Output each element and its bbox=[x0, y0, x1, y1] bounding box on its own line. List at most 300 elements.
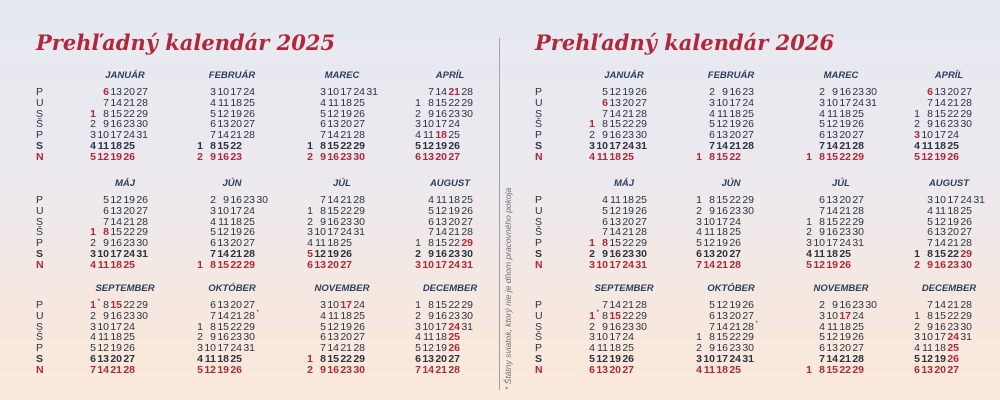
weekday-label: P bbox=[535, 194, 543, 206]
calendar-day: 5 bbox=[103, 194, 109, 206]
calendar-day: 21 bbox=[230, 248, 242, 260]
calendar-day: 12 bbox=[934, 215, 946, 228]
calendar-day: 18 bbox=[934, 342, 946, 355]
calendar-day: 30 bbox=[353, 150, 365, 163]
month-name: APRÍL bbox=[934, 70, 964, 81]
calendar-day: 31 bbox=[852, 237, 864, 250]
calendar-day: 9 bbox=[832, 299, 838, 311]
calendar-day: 10 bbox=[97, 248, 109, 260]
calendar-day: 13 bbox=[217, 118, 229, 131]
calendar-day: 29 bbox=[136, 107, 148, 120]
calendar-day: 21 bbox=[340, 194, 352, 206]
calendar-day: 28 bbox=[243, 129, 255, 142]
calendar-day: 14 bbox=[435, 86, 447, 98]
calendar-day: 5 bbox=[819, 118, 825, 131]
calendar-day: 20 bbox=[123, 204, 135, 217]
calendar-day: 20 bbox=[622, 96, 634, 109]
calendar-day: 26 bbox=[353, 320, 365, 333]
calendar-day: 14 bbox=[609, 226, 621, 239]
calendar-day: 9 bbox=[320, 363, 326, 376]
calendar-day: 6 bbox=[927, 226, 933, 239]
calendar-day: 2 bbox=[914, 320, 920, 333]
calendar-day: 13 bbox=[826, 129, 838, 142]
calendar-day: 28 * bbox=[742, 320, 758, 333]
calendar-day: 17 bbox=[327, 226, 339, 239]
calendar-day: 19 bbox=[435, 140, 447, 152]
calendar-day: 25 bbox=[123, 331, 135, 344]
weekday-label: Š bbox=[36, 331, 44, 344]
calendar-day: 21 bbox=[340, 342, 352, 355]
calendar-day: 3 bbox=[589, 140, 595, 152]
weekday-label: U bbox=[36, 96, 44, 109]
calendar-day: 25 bbox=[353, 96, 365, 109]
calendar-day: 28 bbox=[243, 248, 255, 260]
calendar-day: 16 bbox=[217, 150, 229, 163]
calendar-day: 26 bbox=[448, 342, 460, 355]
calendar-day: 14 bbox=[435, 226, 447, 239]
calendar-day: 29 bbox=[852, 363, 864, 376]
calendar-day: 14 bbox=[217, 248, 229, 260]
calendar-day: 5 bbox=[90, 150, 96, 163]
calendar-day: 22 bbox=[947, 107, 959, 120]
calendar-day: 21 bbox=[230, 129, 242, 142]
calendar-day: 17 bbox=[217, 342, 229, 355]
calendar-day: 31 bbox=[635, 140, 647, 152]
month-name: JÚL bbox=[333, 178, 351, 189]
calendar-day: 7 bbox=[709, 320, 715, 333]
calendar-day: 31 bbox=[353, 226, 365, 239]
calendar-day: 12 bbox=[826, 118, 838, 131]
calendar-day: 2 bbox=[307, 363, 313, 376]
calendar-day: 6 bbox=[320, 331, 326, 344]
calendar-day: 7 bbox=[103, 215, 109, 228]
calendar-day: 16 bbox=[839, 299, 851, 311]
calendar-day: 9 bbox=[709, 204, 715, 217]
calendar-day: 11 bbox=[703, 363, 715, 376]
calendar-day: 8 bbox=[210, 320, 216, 333]
calendar-day: 3 bbox=[90, 248, 96, 260]
calendar-day: 16 bbox=[609, 129, 621, 142]
calendar-day: 14 bbox=[609, 107, 621, 120]
calendar-day: 27 bbox=[136, 86, 148, 98]
calendar-day: 24 bbox=[622, 258, 634, 271]
calendar-day: 16 bbox=[110, 118, 122, 131]
calendar-day: 26 bbox=[742, 299, 754, 311]
calendar-day: 22 bbox=[123, 299, 135, 311]
calendar-day: 24 bbox=[622, 140, 634, 152]
calendar-day: 24 bbox=[123, 320, 135, 333]
calendar-day: 3 bbox=[90, 320, 96, 333]
calendar-day: 14 bbox=[327, 129, 339, 142]
weekday-label: S bbox=[36, 248, 44, 260]
calendar-day: 12 bbox=[422, 140, 434, 152]
calendar-day: 14 bbox=[217, 309, 229, 322]
weekday-label: N bbox=[535, 258, 543, 271]
calendar-day: 10 bbox=[314, 226, 326, 239]
calendar-day: 19 bbox=[716, 237, 728, 250]
calendar-day: 25 bbox=[230, 353, 242, 365]
calendar-day: 14 bbox=[716, 320, 728, 333]
calendar-day: 11 bbox=[204, 353, 216, 365]
calendar-day: 2 bbox=[415, 309, 421, 322]
calendar-day: 24 bbox=[353, 86, 365, 98]
calendar-day: 13 bbox=[217, 237, 229, 250]
calendar-day: 25 bbox=[852, 107, 864, 120]
calendar-day: 18 bbox=[729, 107, 741, 120]
calendar-day: 25 bbox=[243, 215, 255, 228]
calendar-day: 15 bbox=[826, 215, 838, 228]
calendar-day: 5 bbox=[927, 215, 933, 228]
calendar-day: 18 bbox=[435, 331, 447, 344]
calendar-day: 9 bbox=[602, 320, 608, 333]
calendar-day: 14 bbox=[934, 299, 946, 311]
month-name: AUGUST bbox=[429, 178, 471, 189]
calendar-day: 14 bbox=[934, 237, 946, 250]
calendar-day: 19 bbox=[110, 150, 122, 163]
calendar-day: 20 bbox=[729, 129, 741, 142]
calendar-day: 31 bbox=[973, 194, 985, 206]
calendar-day: 2 bbox=[210, 194, 216, 206]
calendar-day: 21 bbox=[448, 86, 460, 98]
calendar-day: 4 bbox=[90, 140, 96, 152]
calendar-day: 6 bbox=[90, 353, 96, 365]
calendar-day: 17 bbox=[110, 248, 122, 260]
calendar-day: 9 bbox=[602, 248, 608, 260]
calendar-day: 19 bbox=[340, 107, 352, 120]
calendar-day: 20 bbox=[230, 299, 242, 311]
calendar-day: 8 bbox=[602, 118, 608, 131]
calendar-day: 8 bbox=[320, 204, 326, 217]
calendar-day: 24 bbox=[729, 215, 741, 228]
calendar-day: 22 bbox=[729, 194, 741, 206]
calendar-day: 18 bbox=[622, 194, 634, 206]
calendar-day: 12 bbox=[314, 248, 326, 260]
calendar-day: 26 bbox=[729, 237, 741, 250]
calendar-day: 17 bbox=[934, 129, 946, 142]
center-divider bbox=[499, 38, 500, 390]
calendar-day: 2 bbox=[197, 150, 203, 163]
calendar-day: 9 bbox=[210, 331, 216, 344]
month-name: OKTÓBER bbox=[208, 283, 256, 294]
month-name: FEBRUÁR bbox=[208, 70, 256, 81]
weekday-label: P bbox=[36, 194, 44, 206]
calendar-day: 2 bbox=[589, 320, 595, 333]
calendar-day: 9 bbox=[428, 248, 434, 260]
calendar-day: 24 bbox=[230, 342, 242, 355]
calendar-day: 18 bbox=[448, 194, 460, 206]
calendar-day: 16 bbox=[934, 320, 946, 333]
calendar-day: 19 bbox=[934, 150, 946, 163]
calendar-day: 27 bbox=[461, 215, 473, 228]
calendar-day: 27 bbox=[852, 194, 864, 206]
calendar-day: 5 bbox=[819, 331, 825, 344]
calendar-day: 4 bbox=[210, 96, 216, 109]
calendar-day: 23 bbox=[947, 320, 959, 333]
calendar-day: 17 bbox=[609, 331, 621, 344]
calendar-day: 22 bbox=[340, 204, 352, 217]
calendar-day: 19 bbox=[934, 353, 946, 365]
calendar-day: 20 bbox=[947, 226, 959, 239]
calendar-day: 29 bbox=[136, 299, 148, 311]
calendar-day: 7 bbox=[90, 363, 96, 376]
calendar-day: 23 bbox=[230, 150, 242, 163]
calendar-day: 19 bbox=[826, 258, 838, 271]
calendar-day: 24 bbox=[243, 204, 255, 217]
calendar-day: 3 bbox=[415, 320, 421, 333]
month-name: DECEMBER bbox=[422, 283, 478, 294]
calendar-day: 8 bbox=[210, 258, 216, 271]
calendar-day: 12 bbox=[110, 194, 122, 206]
calendar-day: 16 bbox=[217, 331, 229, 344]
calendar-day: 16 bbox=[934, 258, 946, 271]
calendar-day: 5 bbox=[914, 353, 920, 365]
calendar-day: 14 bbox=[422, 363, 434, 376]
calendar-day: 6 bbox=[415, 353, 421, 365]
calendar-day: 23 bbox=[243, 194, 255, 206]
calendar-day: 3 bbox=[210, 86, 216, 98]
calendar-day: 1 bbox=[415, 237, 421, 250]
weekday-label: S bbox=[36, 140, 44, 152]
calendar-day: 12 bbox=[609, 204, 621, 217]
calendar-day: 2 bbox=[415, 248, 421, 260]
calendar-day: 5 bbox=[709, 299, 715, 311]
calendar-day: 7 bbox=[602, 226, 608, 239]
calendar-day: 30 bbox=[635, 129, 647, 142]
calendar-day: 2 bbox=[914, 118, 920, 131]
calendar-day: 8 bbox=[709, 150, 715, 163]
calendar-day: 3 bbox=[210, 204, 216, 217]
calendar-day: 10 bbox=[934, 194, 946, 206]
calendar-day: 24 bbox=[729, 353, 741, 365]
calendar-day: 22 bbox=[729, 331, 741, 344]
calendar-day: 4 bbox=[197, 353, 203, 365]
calendar-day: 1 bbox=[415, 299, 421, 311]
calendar-day: 20 bbox=[340, 118, 352, 131]
calendar-day: 18 bbox=[609, 342, 621, 355]
calendar-day: 4 bbox=[819, 107, 825, 120]
weekday-label: Š bbox=[535, 226, 543, 239]
calendar-day: 16 bbox=[716, 204, 728, 217]
calendar-day: 8 bbox=[210, 140, 216, 152]
calendar-day: 22 bbox=[340, 140, 352, 152]
calendar-day: 30 bbox=[136, 118, 148, 131]
weekday-label: S bbox=[535, 140, 543, 152]
calendar-day: 21 bbox=[123, 96, 135, 109]
calendar-day: 4 bbox=[428, 194, 434, 206]
calendar-day: 5 bbox=[210, 107, 216, 120]
calendar-day: 29 bbox=[635, 309, 647, 322]
calendar-day: 7 bbox=[602, 299, 608, 311]
calendar-day: 4 bbox=[90, 258, 96, 271]
calendar-day: 2 bbox=[819, 86, 825, 98]
month-name: MAREC bbox=[823, 70, 859, 81]
calendar-day: 21 bbox=[839, 353, 851, 365]
calendar-day: 23 bbox=[852, 86, 864, 98]
calendar-day: 15 bbox=[327, 204, 339, 217]
calendar-day: 15 bbox=[110, 299, 122, 311]
calendar-day: 27 bbox=[729, 248, 741, 260]
calendar-day: 8 bbox=[103, 226, 109, 239]
calendar-day: 30 bbox=[865, 299, 877, 311]
calendar-day: 10 bbox=[921, 331, 933, 344]
calendar-day: 28 bbox=[353, 129, 365, 142]
calendar-day: 19 bbox=[230, 226, 242, 239]
calendar-day: 28 * bbox=[243, 309, 259, 322]
calendar-day: 30 bbox=[865, 86, 877, 98]
calendar-day: 24 bbox=[742, 96, 754, 109]
weekday-label: N bbox=[535, 150, 543, 163]
calendar-day: 20 bbox=[448, 215, 460, 228]
month-name: MÁJ bbox=[114, 178, 136, 189]
calendar-day: 6 bbox=[210, 237, 216, 250]
month-name: AUGUST bbox=[928, 178, 970, 189]
calendar-day: 12 bbox=[826, 331, 838, 344]
calendar-day: 10 bbox=[422, 118, 434, 131]
calendar-day: 11 bbox=[315, 237, 326, 250]
calendar-day: 5 bbox=[709, 118, 715, 131]
calendar-day: 7 bbox=[696, 258, 702, 271]
calendar-day: 1 bbox=[90, 226, 96, 239]
calendar-day: 7 bbox=[819, 140, 825, 152]
calendar-day: 4 bbox=[709, 107, 715, 120]
calendar-day: 18 bbox=[327, 237, 339, 250]
calendar-day: 23 bbox=[448, 107, 460, 120]
calendar-day: 15 bbox=[327, 353, 339, 365]
calendar-day: 8 bbox=[103, 299, 109, 311]
weekday-label: P bbox=[36, 299, 44, 311]
calendar-day: 19 bbox=[622, 204, 634, 217]
calendar-day: 8 bbox=[709, 194, 715, 206]
calendar-day: 14 bbox=[110, 96, 122, 109]
calendar-day: 7 bbox=[602, 107, 608, 120]
calendar-day: 2 bbox=[415, 107, 421, 120]
calendar-day: 1 bbox=[696, 194, 702, 206]
calendar-day: 26 bbox=[852, 118, 864, 131]
calendar-day: 24 bbox=[123, 129, 135, 142]
calendar-day: 20 bbox=[327, 258, 339, 271]
calendar-day: 13 bbox=[97, 353, 109, 365]
calendar-day: 6 bbox=[602, 96, 608, 109]
calendar-day: 2 bbox=[90, 237, 96, 250]
calendar-day: 30 bbox=[960, 320, 972, 333]
calendar-day: 11 bbox=[827, 320, 838, 333]
calendar-day: 2 bbox=[589, 248, 595, 260]
month-name: FEBRUÁR bbox=[707, 70, 755, 81]
calendar-day: 25 bbox=[243, 96, 255, 109]
calendar-day: 4 bbox=[320, 96, 326, 109]
calendar-day: 25 bbox=[947, 140, 959, 152]
calendar-day: 27 bbox=[243, 237, 255, 250]
calendar-day: 6 bbox=[709, 129, 715, 142]
weekday-label: S bbox=[535, 320, 543, 333]
calendar-day: 25 bbox=[635, 194, 647, 206]
calendar-day: 1 bbox=[197, 258, 203, 271]
calendar-day: 25 bbox=[353, 309, 365, 322]
calendar-day: 9 bbox=[320, 150, 326, 163]
calendar-day: 8 bbox=[602, 237, 608, 250]
calendar-day: 16 bbox=[435, 248, 447, 260]
calendar-day: 8 bbox=[602, 309, 608, 322]
calendar-day: 25 bbox=[123, 140, 135, 152]
calendar-day: 6 bbox=[428, 215, 434, 228]
calendar-day: 19 bbox=[622, 86, 634, 98]
calendar-day: 2 bbox=[90, 309, 96, 322]
calendar-day: 1 bbox=[197, 320, 203, 333]
calendar-day: 26 bbox=[852, 331, 864, 344]
weekday-label: P bbox=[535, 86, 543, 98]
calendar-day: 20 bbox=[609, 363, 621, 376]
calendar-day: 20 bbox=[435, 150, 447, 163]
weekday-label: P bbox=[535, 299, 543, 311]
calendar-day: 1 bbox=[307, 204, 313, 217]
calendar-day: 23 bbox=[839, 226, 851, 239]
calendar-day: 23 bbox=[742, 86, 754, 98]
calendar-day: 2 bbox=[696, 342, 702, 355]
calendar-day: 1 bbox=[696, 331, 702, 344]
calendar-day: 15 bbox=[716, 331, 728, 344]
calendar-day: 7 bbox=[103, 96, 109, 109]
calendar-day: 27 bbox=[960, 226, 972, 239]
calendar-day: 16 bbox=[729, 86, 741, 98]
calendar-day: 3 bbox=[589, 331, 595, 344]
calendar-day: 31 bbox=[243, 342, 255, 355]
calendar-day: 26 bbox=[947, 353, 959, 365]
calendar-day: 6 bbox=[320, 118, 326, 131]
calendar-day: 12 bbox=[716, 299, 728, 311]
calendar-day: 28 bbox=[635, 299, 647, 311]
calendar-day: 13 bbox=[314, 258, 326, 271]
weekday-label: P bbox=[36, 86, 44, 98]
calendar-day: 29 bbox=[852, 215, 864, 228]
weekday-label: Š bbox=[36, 226, 44, 239]
calendar-day: 27 bbox=[340, 258, 352, 271]
calendar-day: 25 bbox=[852, 320, 864, 333]
calendar-day: 1 bbox=[307, 353, 313, 365]
calendar-day: 5 bbox=[197, 363, 203, 376]
month-name: JÚN bbox=[222, 178, 242, 189]
calendar-day: 18 bbox=[340, 96, 352, 109]
calendar-day: 20 bbox=[230, 118, 242, 131]
calendar-day: 28 bbox=[852, 204, 864, 217]
calendar-day: 9 bbox=[927, 118, 933, 131]
calendar-day: 17 bbox=[110, 320, 122, 333]
calendar-day: 7 bbox=[210, 309, 216, 322]
calendar-day: 13 bbox=[110, 86, 122, 98]
calendar-day: 30 bbox=[461, 248, 473, 260]
calendar-day: 24 bbox=[947, 331, 959, 344]
calendar-day: 1 bbox=[197, 140, 203, 152]
calendar-day: 8 bbox=[927, 309, 933, 322]
calendar-day: 11 bbox=[98, 331, 109, 344]
calendar-day: 24 bbox=[340, 226, 352, 239]
calendar-day: 15 bbox=[110, 226, 122, 239]
calendar-day: 20 bbox=[123, 86, 135, 98]
calendar-day: 22 bbox=[448, 237, 460, 250]
weekday-label: U bbox=[535, 204, 543, 217]
calendar-day: 2 bbox=[819, 299, 825, 311]
calendar-day: 1 bbox=[806, 150, 812, 163]
calendar-day: 26 bbox=[123, 342, 135, 355]
calendar-day: 12 bbox=[327, 320, 339, 333]
weekday-label: P bbox=[535, 129, 543, 142]
calendar-day: 11 bbox=[97, 140, 109, 152]
weekday-label: S bbox=[535, 353, 543, 365]
calendar-day: 12 bbox=[813, 258, 825, 271]
calendar-day: 7 bbox=[320, 129, 326, 142]
calendar-day: 1 bbox=[806, 215, 812, 228]
calendar-day: 10 bbox=[217, 86, 229, 98]
calendar-day: 8 bbox=[927, 248, 933, 260]
